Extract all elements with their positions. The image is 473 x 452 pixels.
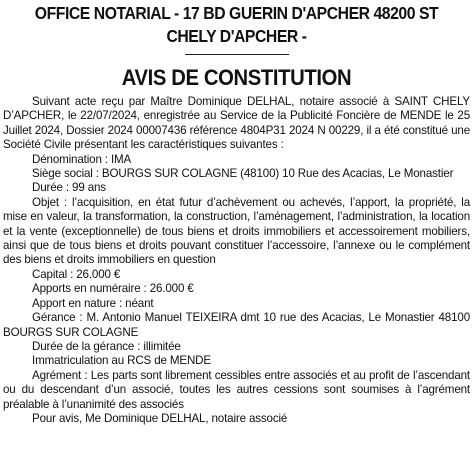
duree-line: Durée : 99 ans: [32, 181, 106, 195]
notice-title: AVIS DE CONSTITUTION: [121, 65, 352, 90]
capital-line: Capital : 26.000 €: [32, 267, 121, 281]
notice-header: [26, 2, 446, 48]
intro-paragraph: Suivant acte reçu par Maître Dominique DELHAL, notaire associé à SAINT CHELY D’APCHER, le 22/07/2024, enregistrée au Service de la Publicité Foncière de MENDE le 25 Juillet 2024, Dossier 2024 00007436 référence 4804P31 2024 N 00229, il a été constitué une Société Civile présentant les caractéristiques suivantes :: [3, 95, 470, 152]
apports-numeraire-line: Apports en numéraire : 26.000 €: [32, 282, 194, 296]
gerance-paragraph: Gérance : M. Antonio Manuel TEIXEIRA dmt 10 rue des Acacias, Le Monastier 48100 BOURGS SUR COLAGNE: [3, 311, 470, 339]
header-line-1: OFFICE NOTARIAL - 17 BD GUERIN D'APCHER 48200 ST: [34, 3, 439, 23]
siege-social-line: Siège social : BOURGS SUR COLAGNE (48100) 10 Rue des Acacias, Le Monastier: [32, 167, 454, 181]
agrement-paragraph: Agrément : Les parts sont librement cessibles entre associés et au profit de l’ascendant ou du descendant d’un associé, toutes les autres cessions sont soumises à l’agrément préalable à l’unanimité des associés: [3, 368, 470, 411]
header-divider: [185, 54, 289, 55]
header-line-2: CHELY D'APCHER -: [166, 26, 307, 46]
apport-nature-line: Apport en nature : néant: [32, 296, 154, 310]
denomination-line: Dénomination : IMA: [32, 152, 132, 166]
notice-body: [3, 95, 470, 426]
duree-gerance-line: Durée de la gérance : illimitée: [32, 339, 181, 353]
objet-paragraph: Objet : l’acquisition, en état futur d’achèvement ou achevés, l’apport, la propriété, la mise en valeur, la transformation, la construction, l’aménagement, l’administration, la location et la vente (exceptionnelle) de tous biens et droits immobiliers et accessoirement mobiliers, ainsi que de tous biens et droits pouvant constituer l’accessoire, l’annexe ou le complément des biens et droits immobiliers en question: [3, 195, 470, 267]
immatriculation-line: Immatriculation au RCS de MENDE: [32, 354, 211, 368]
signature-line: Pour avis, Me Dominique DELHAL, notaire associé: [32, 411, 288, 425]
